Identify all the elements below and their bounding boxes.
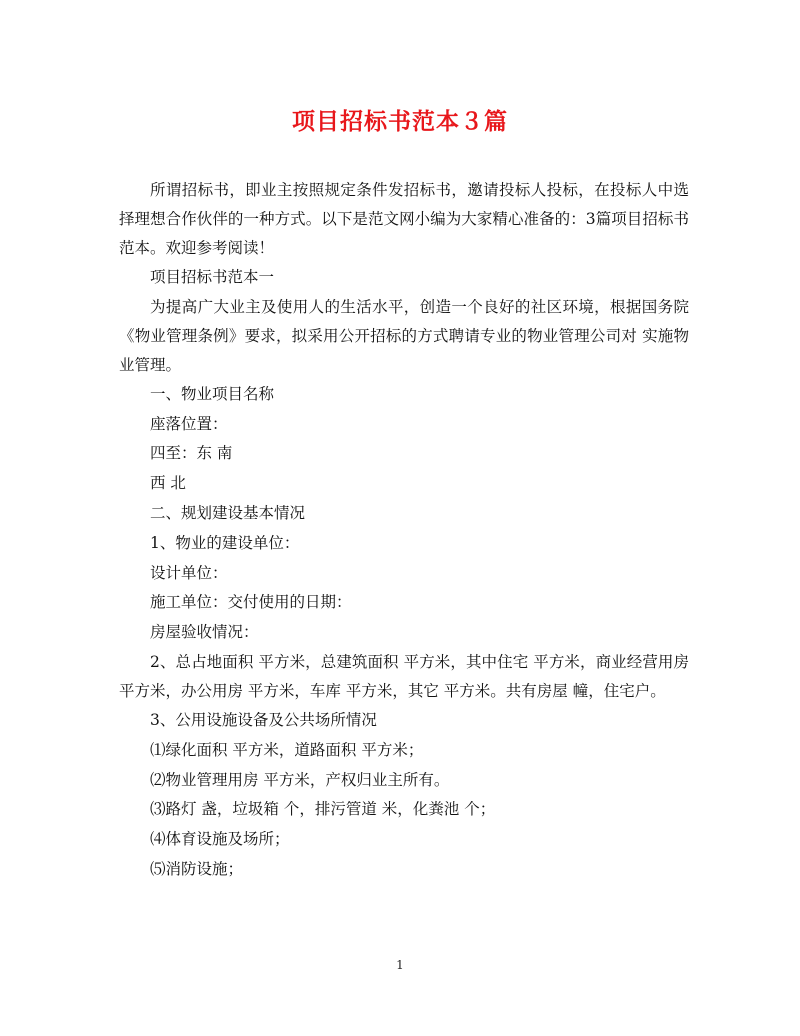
body-line: ⑸消防设施； bbox=[150, 859, 244, 878]
body-line: 1、物业的建设单位： bbox=[150, 533, 300, 552]
area-paragraph: 2、总占地面积 平方米，总建筑面积 平方米，其中住宅 平方米，商业经营用房 平方米，办公用房 平方米，车库 平方米，其它 平方米。共有房屋 幢，住宅户。 bbox=[119, 652, 694, 700]
body-line: ⑶路灯 盏，垃圾箱 个，排污管道 米，化粪池 个； bbox=[150, 800, 496, 819]
document-title: 项目招标书范本３篇 bbox=[292, 108, 508, 135]
body-line: 四至：东 南 bbox=[150, 444, 233, 463]
body-line: ⑵物业管理用房 平方米，产权归业主所有。 bbox=[150, 770, 450, 789]
page-number: 1 bbox=[396, 958, 404, 972]
document-body bbox=[119, 176, 694, 885]
body-line: ⑴绿化面积 平方米，道路面积 平方米； bbox=[150, 740, 424, 759]
section-heading: 项目招标书范本一 bbox=[150, 268, 275, 286]
body-line: 座落位置： bbox=[150, 414, 228, 433]
body-line: 房屋验收情况： bbox=[150, 623, 259, 642]
intro-paragraph: 所谓招标书，即业主按照规定条件发招标书，邀请投标人投标，在投标人中选择理想合作伙伴的一种方式。以下是范文网小编为大家精心准备的：3篇项目招标书范本。欢迎参考阅读！ bbox=[119, 181, 689, 257]
body-line: 二、规划建设基本情况 bbox=[150, 503, 306, 522]
section-paragraph: 为提高广大业主及使用人的生活水平，创造一个良好的社区环境，根据国务院《物业管理条例》要求，拟采用公开招标的方式聘请专业的物业管理公司对 实施物业管理。 bbox=[119, 297, 689, 374]
body-line: 西 北 bbox=[150, 474, 186, 493]
body-line: 设计单位： bbox=[150, 563, 228, 582]
body-line: ⑷体育设施及场所； bbox=[150, 830, 290, 849]
body-line: 施工单位：交付使用的日期： bbox=[150, 593, 352, 612]
body-line: 3、公用设施设备及公共场所情况 bbox=[150, 710, 377, 729]
body-line: 一、物业项目名称 bbox=[150, 384, 275, 403]
